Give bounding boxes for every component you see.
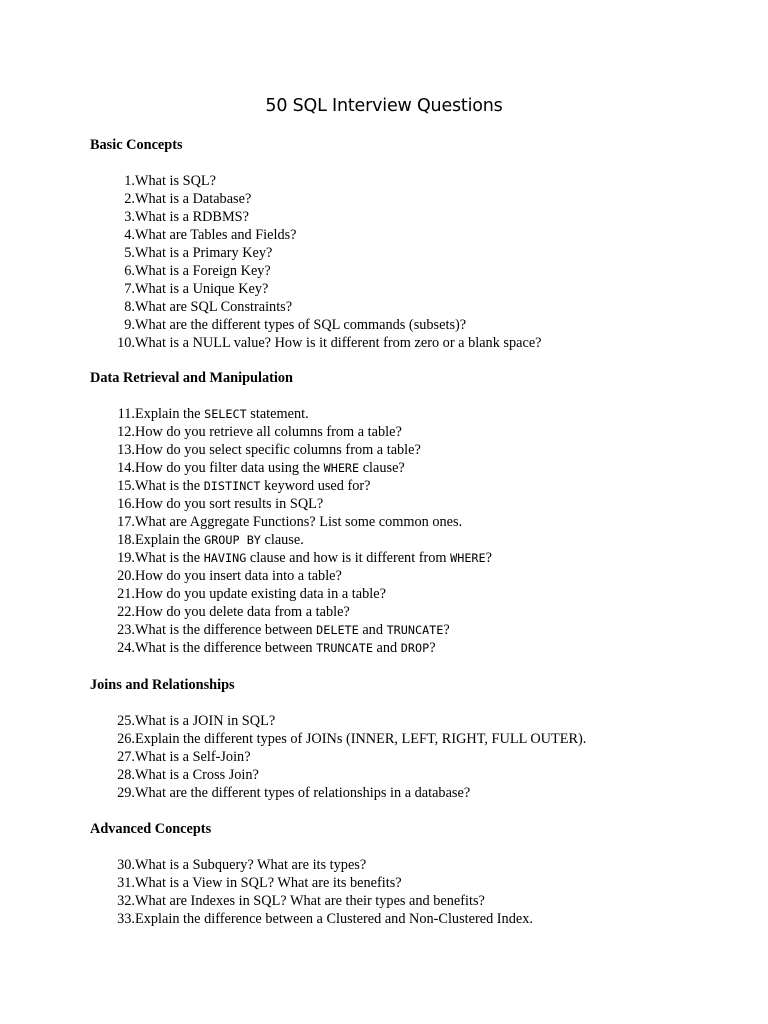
question-item <box>90 910 730 928</box>
sql-keyword: DROP <box>400 641 430 655</box>
sql-keyword: HAVING <box>203 551 247 565</box>
question-text-run: ? <box>485 550 492 566</box>
question-number: 2. <box>124 191 135 207</box>
question-text <box>135 513 462 531</box>
question-item <box>90 280 730 298</box>
sql-keyword: TRUNCATE <box>316 641 373 655</box>
question-number: 26. <box>117 731 135 747</box>
question-text <box>135 730 586 748</box>
question-number: 5. <box>124 245 135 261</box>
document-title: 50 SQL Interview Questions <box>265 96 503 116</box>
question-text-run: and <box>372 640 401 656</box>
question-text <box>135 531 304 549</box>
question-text-run: What are Aggregate Functions? List some common ones. <box>135 514 463 530</box>
question-text <box>135 477 371 495</box>
question-number: 28. <box>117 767 135 783</box>
question-number: 19. <box>117 550 135 566</box>
question-text-run: What are SQL Constraints? <box>135 299 293 315</box>
question-text <box>135 190 251 208</box>
question-number: 16. <box>117 496 135 512</box>
question-item <box>90 874 730 892</box>
section-heading: Data Retrieval and Manipulation <box>90 370 293 386</box>
question-item <box>90 513 730 531</box>
question-text-run: What is a JOIN in SQL? <box>135 713 276 729</box>
question-number: 32. <box>117 893 135 909</box>
question-number: 30. <box>117 857 135 873</box>
question-item <box>90 298 730 316</box>
question-text <box>135 495 323 513</box>
question-item <box>90 244 730 262</box>
question-number: 1. <box>124 173 135 189</box>
question-text-run: What are Indexes in SQL? What are their types and benefits? <box>135 893 485 909</box>
section-data-retrieval-and-manipulation <box>90 369 730 656</box>
question-item <box>90 766 730 784</box>
question-text <box>135 784 470 802</box>
question-text-run: How do you delete data from a table? <box>135 604 350 620</box>
section-advanced-concepts <box>90 820 730 927</box>
question-number: 13. <box>117 442 135 458</box>
question-text <box>135 316 466 334</box>
question-number: 12. <box>117 424 135 440</box>
question-text-run: keyword used for? <box>260 478 371 494</box>
question-number: 8. <box>124 299 135 315</box>
question-text-run: How do you retrieve all columns from a table? <box>135 424 402 440</box>
question-text-run: How do you select specific columns from a table? <box>135 442 421 458</box>
question-text-run: What is SQL? <box>135 173 216 189</box>
question-text-run: What is a NULL value? How is it different from zero or a blank space? <box>135 335 542 351</box>
question-text <box>135 441 421 459</box>
question-text <box>135 298 292 316</box>
sql-keyword: DISTINCT <box>203 479 261 493</box>
question-text-run: clause and how is it different from <box>246 550 451 566</box>
question-item <box>90 531 730 549</box>
question-item <box>90 334 730 352</box>
question-item <box>90 262 730 280</box>
question-text <box>135 892 485 910</box>
question-item <box>90 892 730 910</box>
question-text-run: What is a Database? <box>135 191 252 207</box>
question-text-run: and <box>358 622 387 638</box>
question-text <box>135 639 436 657</box>
question-text <box>135 244 272 262</box>
sql-keyword: WHERE <box>450 551 486 565</box>
question-item <box>90 784 730 802</box>
question-text-run: How do you filter data using the <box>135 460 324 476</box>
question-number: 10. <box>117 335 135 351</box>
question-text-run: What are the different types of SQL commands (subsets)? <box>135 317 467 333</box>
question-text <box>135 910 533 928</box>
question-text-run: What is a Self-Join? <box>135 749 251 765</box>
question-number: 23. <box>117 622 135 638</box>
question-text-run: What is a Primary Key? <box>135 245 273 261</box>
question-text <box>135 280 268 298</box>
question-text <box>135 712 275 730</box>
question-text-run: What is the difference between <box>135 622 317 638</box>
question-number: 22. <box>117 604 135 620</box>
question-text-run: statement. <box>246 406 309 422</box>
question-number: 14. <box>117 460 135 476</box>
question-item <box>90 423 730 441</box>
question-text-run: What are Tables and Fields? <box>135 227 297 243</box>
question-text <box>135 748 251 766</box>
question-item <box>90 405 730 423</box>
question-text-run: clause. <box>260 532 304 548</box>
question-number: 6. <box>124 263 135 279</box>
question-item <box>90 495 730 513</box>
question-item <box>90 585 730 603</box>
question-number: 15. <box>117 478 135 494</box>
question-text <box>135 334 542 352</box>
sql-keyword: WHERE <box>323 461 360 475</box>
question-text <box>135 459 405 477</box>
question-number: 18. <box>117 532 135 548</box>
question-number: 29. <box>117 785 135 801</box>
question-text-run: How do you sort results in SQL? <box>135 496 324 512</box>
question-item <box>90 712 730 730</box>
question-text <box>135 621 450 639</box>
question-item <box>90 208 730 226</box>
question-text <box>135 567 342 585</box>
question-item <box>90 226 730 244</box>
section-basic-concepts <box>90 136 730 351</box>
question-list <box>90 856 730 928</box>
question-text-run: What is a View in SQL? What are its benefits? <box>135 875 402 891</box>
question-item <box>90 748 730 766</box>
question-number: 21. <box>117 586 135 602</box>
question-item <box>90 621 730 639</box>
question-item <box>90 603 730 621</box>
question-text-run: What are the different types of relationships in a database? <box>135 785 471 801</box>
question-number: 24. <box>117 640 135 656</box>
question-text-run: What is the difference between <box>135 640 317 656</box>
question-item <box>90 316 730 334</box>
question-text-run: Explain the <box>135 532 205 548</box>
question-number: 4. <box>124 227 135 243</box>
question-item <box>90 477 730 495</box>
question-text-run: How do you insert data into a table? <box>135 568 342 584</box>
question-number: 7. <box>124 281 135 297</box>
section-heading: Joins and Relationships <box>90 677 235 693</box>
question-number: 31. <box>117 875 135 891</box>
question-text-run: What is a RDBMS? <box>135 209 249 225</box>
question-number: 11. <box>117 406 135 422</box>
question-text-run: What is a Subquery? What are its types? <box>135 857 367 873</box>
question-text <box>135 226 297 244</box>
question-text-run: What is a Foreign Key? <box>135 263 271 279</box>
question-item <box>90 856 730 874</box>
question-text-run: Explain the different types of JOINs (INNER, LEFT, RIGHT, FULL OUTER). <box>135 731 587 747</box>
sql-keyword: GROUP BY <box>204 533 261 547</box>
question-text-run: What is the <box>135 550 204 566</box>
question-text-run: How do you update existing data in a table? <box>135 586 386 602</box>
section-heading: Advanced Concepts <box>90 821 212 837</box>
question-item <box>90 190 730 208</box>
question-text <box>135 856 366 874</box>
question-text <box>135 405 309 423</box>
question-item <box>90 567 730 585</box>
question-number: 33. <box>117 911 135 927</box>
question-text-run: Explain the difference between a Clustered and Non-Clustered Index. <box>135 911 533 927</box>
sql-keyword: DELETE <box>316 623 359 637</box>
question-text-run: ? <box>429 640 436 656</box>
sql-keyword: SELECT <box>204 407 247 421</box>
question-item <box>90 459 730 477</box>
question-text-run: What is a Unique Key? <box>135 281 269 297</box>
question-item <box>90 441 730 459</box>
question-text-run: What is the <box>135 478 204 494</box>
sql-keyword: TRUNCATE <box>386 623 444 637</box>
question-item <box>90 549 730 567</box>
question-list <box>90 405 730 657</box>
question-number: 17. <box>117 514 135 530</box>
question-text <box>135 549 492 567</box>
question-number: 3. <box>124 209 135 225</box>
question-text <box>135 172 216 190</box>
question-text <box>135 766 259 784</box>
section-heading: Basic Concepts <box>90 137 183 153</box>
question-text <box>135 262 271 280</box>
question-text-run: clause? <box>359 460 405 476</box>
question-text <box>135 874 402 892</box>
question-text-run: ? <box>443 622 450 638</box>
question-item <box>90 172 730 190</box>
question-item <box>90 730 730 748</box>
question-number: 9. <box>124 317 135 333</box>
question-text-run: What is a Cross Join? <box>135 767 259 783</box>
section-joins-and-relationships <box>90 676 730 801</box>
question-text <box>135 603 350 621</box>
question-number: 27. <box>117 749 135 765</box>
question-text <box>135 585 386 603</box>
question-number: 25. <box>117 713 135 729</box>
question-text-run: Explain the <box>135 406 205 422</box>
question-text <box>135 423 402 441</box>
question-text <box>135 208 249 226</box>
question-list <box>90 172 730 352</box>
question-number: 20. <box>117 568 135 584</box>
question-item <box>90 639 730 657</box>
question-list <box>90 712 730 802</box>
